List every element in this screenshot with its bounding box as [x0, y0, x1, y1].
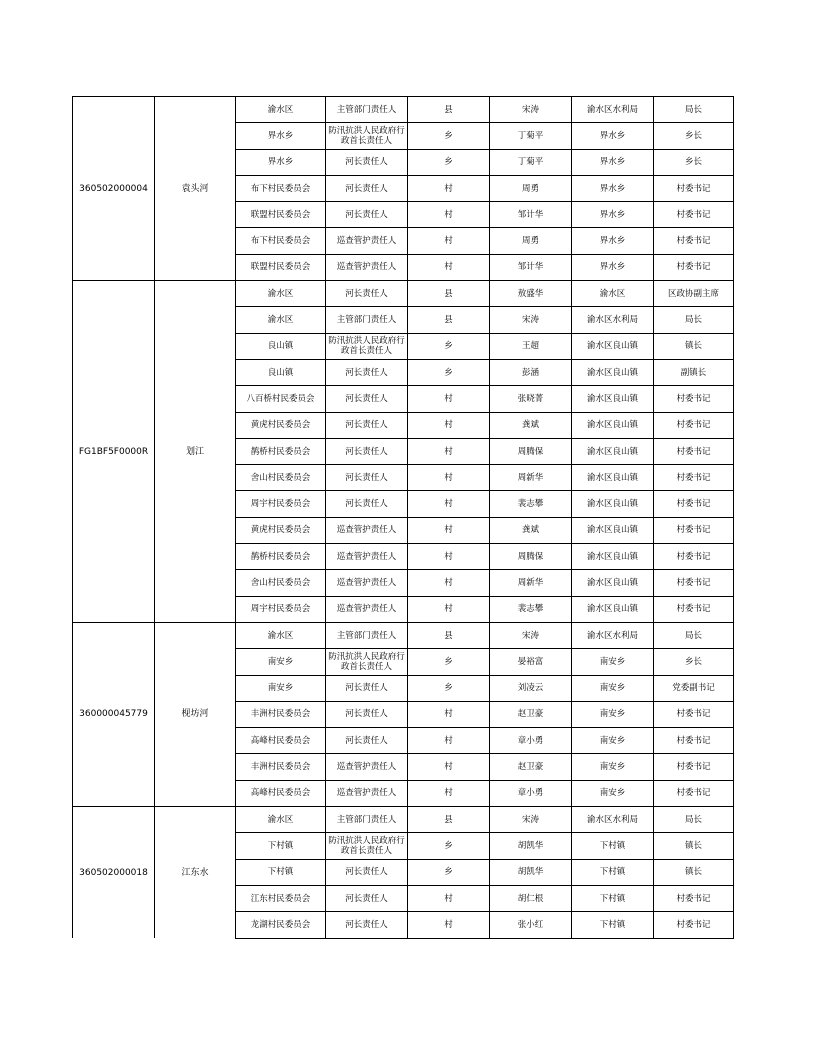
- person-cell: 胡凯华: [490, 859, 572, 885]
- person-cell: 龚斌: [490, 517, 572, 543]
- org-cell: 渝水区水利局: [572, 97, 654, 123]
- person-cell: 赵卫豪: [490, 701, 572, 727]
- unit-cell: 鹊桥村民委员会: [236, 544, 326, 570]
- river-code-cell: 360502000004: [73, 97, 155, 281]
- unit-cell: 下村镇: [236, 833, 326, 859]
- org-cell: 南安乡: [572, 780, 654, 806]
- level-cell: 县: [408, 307, 490, 333]
- person-cell: 周新华: [490, 570, 572, 596]
- level-cell: 村: [408, 386, 490, 412]
- river-chief-table: [72, 96, 734, 939]
- title-cell: 村委书记: [654, 465, 734, 491]
- level-cell: 村: [408, 517, 490, 543]
- org-cell: 渝水区水利局: [572, 307, 654, 333]
- river-code-cell: FG1BF5F0000R: [73, 281, 155, 623]
- title-cell: 村委书记: [654, 491, 734, 517]
- level-cell: 县: [408, 281, 490, 307]
- org-cell: 渝水区水利局: [572, 807, 654, 833]
- level-cell: 村: [408, 228, 490, 254]
- role-cell: 河长责任人: [326, 491, 408, 517]
- role-cell: 河长责任人: [326, 675, 408, 701]
- role-cell: 巡查管护责任人: [326, 228, 408, 254]
- level-cell: 乡: [408, 333, 490, 359]
- org-cell: 渝水区良山镇: [572, 544, 654, 570]
- role-cell: 河长责任人: [326, 359, 408, 385]
- role-cell: 巡查管护责任人: [326, 544, 408, 570]
- role-cell: 河长责任人: [326, 412, 408, 438]
- level-cell: 村: [408, 175, 490, 201]
- person-cell: 宋涛: [490, 622, 572, 648]
- level-cell: 村: [408, 254, 490, 280]
- level-cell: 村: [408, 465, 490, 491]
- unit-cell: 舍山村民委员会: [236, 465, 326, 491]
- title-cell: 村委书记: [654, 386, 734, 412]
- unit-cell: 丰洲村民委员会: [236, 754, 326, 780]
- level-cell: 村: [408, 912, 490, 938]
- unit-cell: 渝水区: [236, 307, 326, 333]
- title-cell: 乡长: [654, 149, 734, 175]
- unit-cell: 联盟村民委员会: [236, 254, 326, 280]
- role-cell: 主管部门责任人: [326, 622, 408, 648]
- org-cell: 渝水区良山镇: [572, 333, 654, 359]
- title-cell: 村委书记: [654, 728, 734, 754]
- person-cell: 龚斌: [490, 412, 572, 438]
- river-name-cell: 袁头河: [155, 97, 236, 281]
- role-cell: 防汛抗洪人民政府行政首长责任人: [326, 333, 408, 359]
- org-cell: 界水乡: [572, 175, 654, 201]
- title-cell: 乡长: [654, 123, 734, 149]
- org-cell: 界水乡: [572, 202, 654, 228]
- person-cell: 胡凯华: [490, 833, 572, 859]
- unit-cell: 渝水区: [236, 807, 326, 833]
- role-cell: 河长责任人: [326, 701, 408, 727]
- level-cell: 村: [408, 544, 490, 570]
- person-cell: 周腾保: [490, 544, 572, 570]
- level-cell: 乡: [408, 359, 490, 385]
- level-cell: 乡: [408, 859, 490, 885]
- role-cell: 巡查管护责任人: [326, 596, 408, 622]
- person-cell: 晏裕富: [490, 649, 572, 675]
- org-cell: 南安乡: [572, 701, 654, 727]
- table-row: [73, 807, 734, 833]
- title-cell: 村委书记: [654, 570, 734, 596]
- unit-cell: 高峰村民委员会: [236, 780, 326, 806]
- org-cell: 下村镇: [572, 833, 654, 859]
- unit-cell: 良山镇: [236, 359, 326, 385]
- person-cell: 张晓菁: [490, 386, 572, 412]
- river-name-cell: 划江: [155, 281, 236, 623]
- org-cell: 渝水区良山镇: [572, 412, 654, 438]
- person-cell: 敖盛华: [490, 281, 572, 307]
- title-cell: 镇长: [654, 859, 734, 885]
- org-cell: 界水乡: [572, 149, 654, 175]
- table-row: [73, 622, 734, 648]
- org-cell: 渝水区良山镇: [572, 438, 654, 464]
- org-cell: 渝水区良山镇: [572, 491, 654, 517]
- role-cell: 主管部门责任人: [326, 307, 408, 333]
- role-cell: 河长责任人: [326, 386, 408, 412]
- level-cell: 村: [408, 570, 490, 596]
- person-cell: 张小红: [490, 912, 572, 938]
- unit-cell: 鹊桥村民委员会: [236, 438, 326, 464]
- title-cell: 村委书记: [654, 885, 734, 911]
- title-cell: 村委书记: [654, 701, 734, 727]
- unit-cell: 联盟村民委员会: [236, 202, 326, 228]
- unit-cell: 高峰村民委员会: [236, 728, 326, 754]
- person-cell: 章小勇: [490, 728, 572, 754]
- role-cell: 河长责任人: [326, 885, 408, 911]
- level-cell: 县: [408, 622, 490, 648]
- org-cell: 渝水区良山镇: [572, 517, 654, 543]
- person-cell: 裴志攀: [490, 491, 572, 517]
- level-cell: 村: [408, 754, 490, 780]
- unit-cell: 渝水区: [236, 622, 326, 648]
- unit-cell: 界水乡: [236, 149, 326, 175]
- org-cell: 渝水区水利局: [572, 622, 654, 648]
- title-cell: 镇长: [654, 833, 734, 859]
- unit-cell: 八百桥村民委员会: [236, 386, 326, 412]
- role-cell: 巡查管护责任人: [326, 517, 408, 543]
- org-cell: 渝水区良山镇: [572, 570, 654, 596]
- title-cell: 副镇长: [654, 359, 734, 385]
- role-cell: 河长责任人: [326, 728, 408, 754]
- river-name-cell: 枧坊河: [155, 622, 236, 806]
- person-cell: 邹计华: [490, 202, 572, 228]
- person-cell: 丁菊平: [490, 123, 572, 149]
- role-cell: 河长责任人: [326, 149, 408, 175]
- level-cell: 村: [408, 202, 490, 228]
- level-cell: 乡: [408, 675, 490, 701]
- org-cell: 渝水区: [572, 281, 654, 307]
- level-cell: 乡: [408, 149, 490, 175]
- unit-cell: 渝水区: [236, 97, 326, 123]
- role-cell: 防汛抗洪人民政府行政首长责任人: [326, 833, 408, 859]
- org-cell: 下村镇: [572, 912, 654, 938]
- unit-cell: 黄虎村民委员会: [236, 517, 326, 543]
- title-cell: 党委副书记: [654, 675, 734, 701]
- title-cell: 村委书记: [654, 254, 734, 280]
- level-cell: 县: [408, 97, 490, 123]
- org-cell: 下村镇: [572, 859, 654, 885]
- person-cell: 邹计华: [490, 254, 572, 280]
- role-cell: 河长责任人: [326, 912, 408, 938]
- level-cell: 乡: [408, 123, 490, 149]
- title-cell: 村委书记: [654, 438, 734, 464]
- title-cell: 村委书记: [654, 517, 734, 543]
- river-code-cell: 360000045779: [73, 622, 155, 806]
- person-cell: 周腾保: [490, 438, 572, 464]
- org-cell: 渝水区良山镇: [572, 386, 654, 412]
- org-cell: 渝水区良山镇: [572, 359, 654, 385]
- role-cell: 防汛抗洪人民政府行政首长责任人: [326, 649, 408, 675]
- title-cell: 村委书记: [654, 912, 734, 938]
- person-cell: 周勇: [490, 175, 572, 201]
- unit-cell: 舍山村民委员会: [236, 570, 326, 596]
- level-cell: 村: [408, 780, 490, 806]
- person-cell: 周勇: [490, 228, 572, 254]
- org-cell: 界水乡: [572, 123, 654, 149]
- title-cell: 镇长: [654, 333, 734, 359]
- role-cell: 巡查管护责任人: [326, 254, 408, 280]
- unit-cell: 周宇村民委员会: [236, 491, 326, 517]
- title-cell: 村委书记: [654, 175, 734, 201]
- person-cell: 宋涛: [490, 97, 572, 123]
- unit-cell: 龙湖村民委员会: [236, 912, 326, 938]
- org-cell: 南安乡: [572, 649, 654, 675]
- person-cell: 刘凌云: [490, 675, 572, 701]
- title-cell: 局长: [654, 97, 734, 123]
- role-cell: 主管部门责任人: [326, 97, 408, 123]
- org-cell: 南安乡: [572, 675, 654, 701]
- role-cell: 河长责任人: [326, 175, 408, 201]
- role-cell: 河长责任人: [326, 438, 408, 464]
- role-cell: 河长责任人: [326, 202, 408, 228]
- title-cell: 村委书记: [654, 754, 734, 780]
- role-cell: 主管部门责任人: [326, 807, 408, 833]
- level-cell: 村: [408, 491, 490, 517]
- title-cell: 局长: [654, 307, 734, 333]
- org-cell: 下村镇: [572, 885, 654, 911]
- person-cell: 彭涵: [490, 359, 572, 385]
- person-cell: 周新华: [490, 465, 572, 491]
- org-cell: 渝水区良山镇: [572, 465, 654, 491]
- role-cell: 河长责任人: [326, 281, 408, 307]
- unit-cell: 布下村民委员会: [236, 228, 326, 254]
- unit-cell: 下村镇: [236, 859, 326, 885]
- org-cell: 南安乡: [572, 728, 654, 754]
- org-cell: 界水乡: [572, 254, 654, 280]
- unit-cell: 布下村民委员会: [236, 175, 326, 201]
- river-name-cell: 江东水: [155, 807, 236, 938]
- unit-cell: 南安乡: [236, 675, 326, 701]
- unit-cell: 江东村民委员会: [236, 885, 326, 911]
- title-cell: 局长: [654, 622, 734, 648]
- role-cell: 巡查管护责任人: [326, 754, 408, 780]
- unit-cell: 南安乡: [236, 649, 326, 675]
- unit-cell: 周宇村民委员会: [236, 596, 326, 622]
- level-cell: 县: [408, 807, 490, 833]
- title-cell: 村委书记: [654, 202, 734, 228]
- title-cell: 区政协副主席: [654, 281, 734, 307]
- person-cell: 王超: [490, 333, 572, 359]
- level-cell: 村: [408, 701, 490, 727]
- level-cell: 乡: [408, 833, 490, 859]
- title-cell: 局长: [654, 807, 734, 833]
- org-cell: 南安乡: [572, 754, 654, 780]
- person-cell: 宋涛: [490, 807, 572, 833]
- person-cell: 胡仁根: [490, 885, 572, 911]
- role-cell: 河长责任人: [326, 859, 408, 885]
- role-cell: 巡查管护责任人: [326, 570, 408, 596]
- table-row: [73, 97, 734, 123]
- person-cell: 宋涛: [490, 307, 572, 333]
- org-cell: 渝水区良山镇: [572, 596, 654, 622]
- level-cell: 村: [408, 596, 490, 622]
- role-cell: 防汛抗洪人民政府行政首长责任人: [326, 123, 408, 149]
- role-cell: 河长责任人: [326, 465, 408, 491]
- title-cell: 乡长: [654, 649, 734, 675]
- person-cell: 章小勇: [490, 780, 572, 806]
- table-row: [73, 281, 734, 307]
- org-cell: 界水乡: [572, 228, 654, 254]
- level-cell: 村: [408, 885, 490, 911]
- unit-cell: 丰洲村民委员会: [236, 701, 326, 727]
- person-cell: 丁菊平: [490, 149, 572, 175]
- level-cell: 乡: [408, 649, 490, 675]
- title-cell: 村委书记: [654, 412, 734, 438]
- role-cell: 巡查管护责任人: [326, 780, 408, 806]
- level-cell: 村: [408, 728, 490, 754]
- person-cell: 赵卫豪: [490, 754, 572, 780]
- person-cell: 裴志攀: [490, 596, 572, 622]
- unit-cell: 界水乡: [236, 123, 326, 149]
- river-code-cell: 360502000018: [73, 807, 155, 938]
- level-cell: 村: [408, 438, 490, 464]
- unit-cell: 良山镇: [236, 333, 326, 359]
- title-cell: 村委书记: [654, 596, 734, 622]
- title-cell: 村委书记: [654, 544, 734, 570]
- unit-cell: 渝水区: [236, 281, 326, 307]
- unit-cell: 黄虎村民委员会: [236, 412, 326, 438]
- title-cell: 村委书记: [654, 780, 734, 806]
- title-cell: 村委书记: [654, 228, 734, 254]
- level-cell: 村: [408, 412, 490, 438]
